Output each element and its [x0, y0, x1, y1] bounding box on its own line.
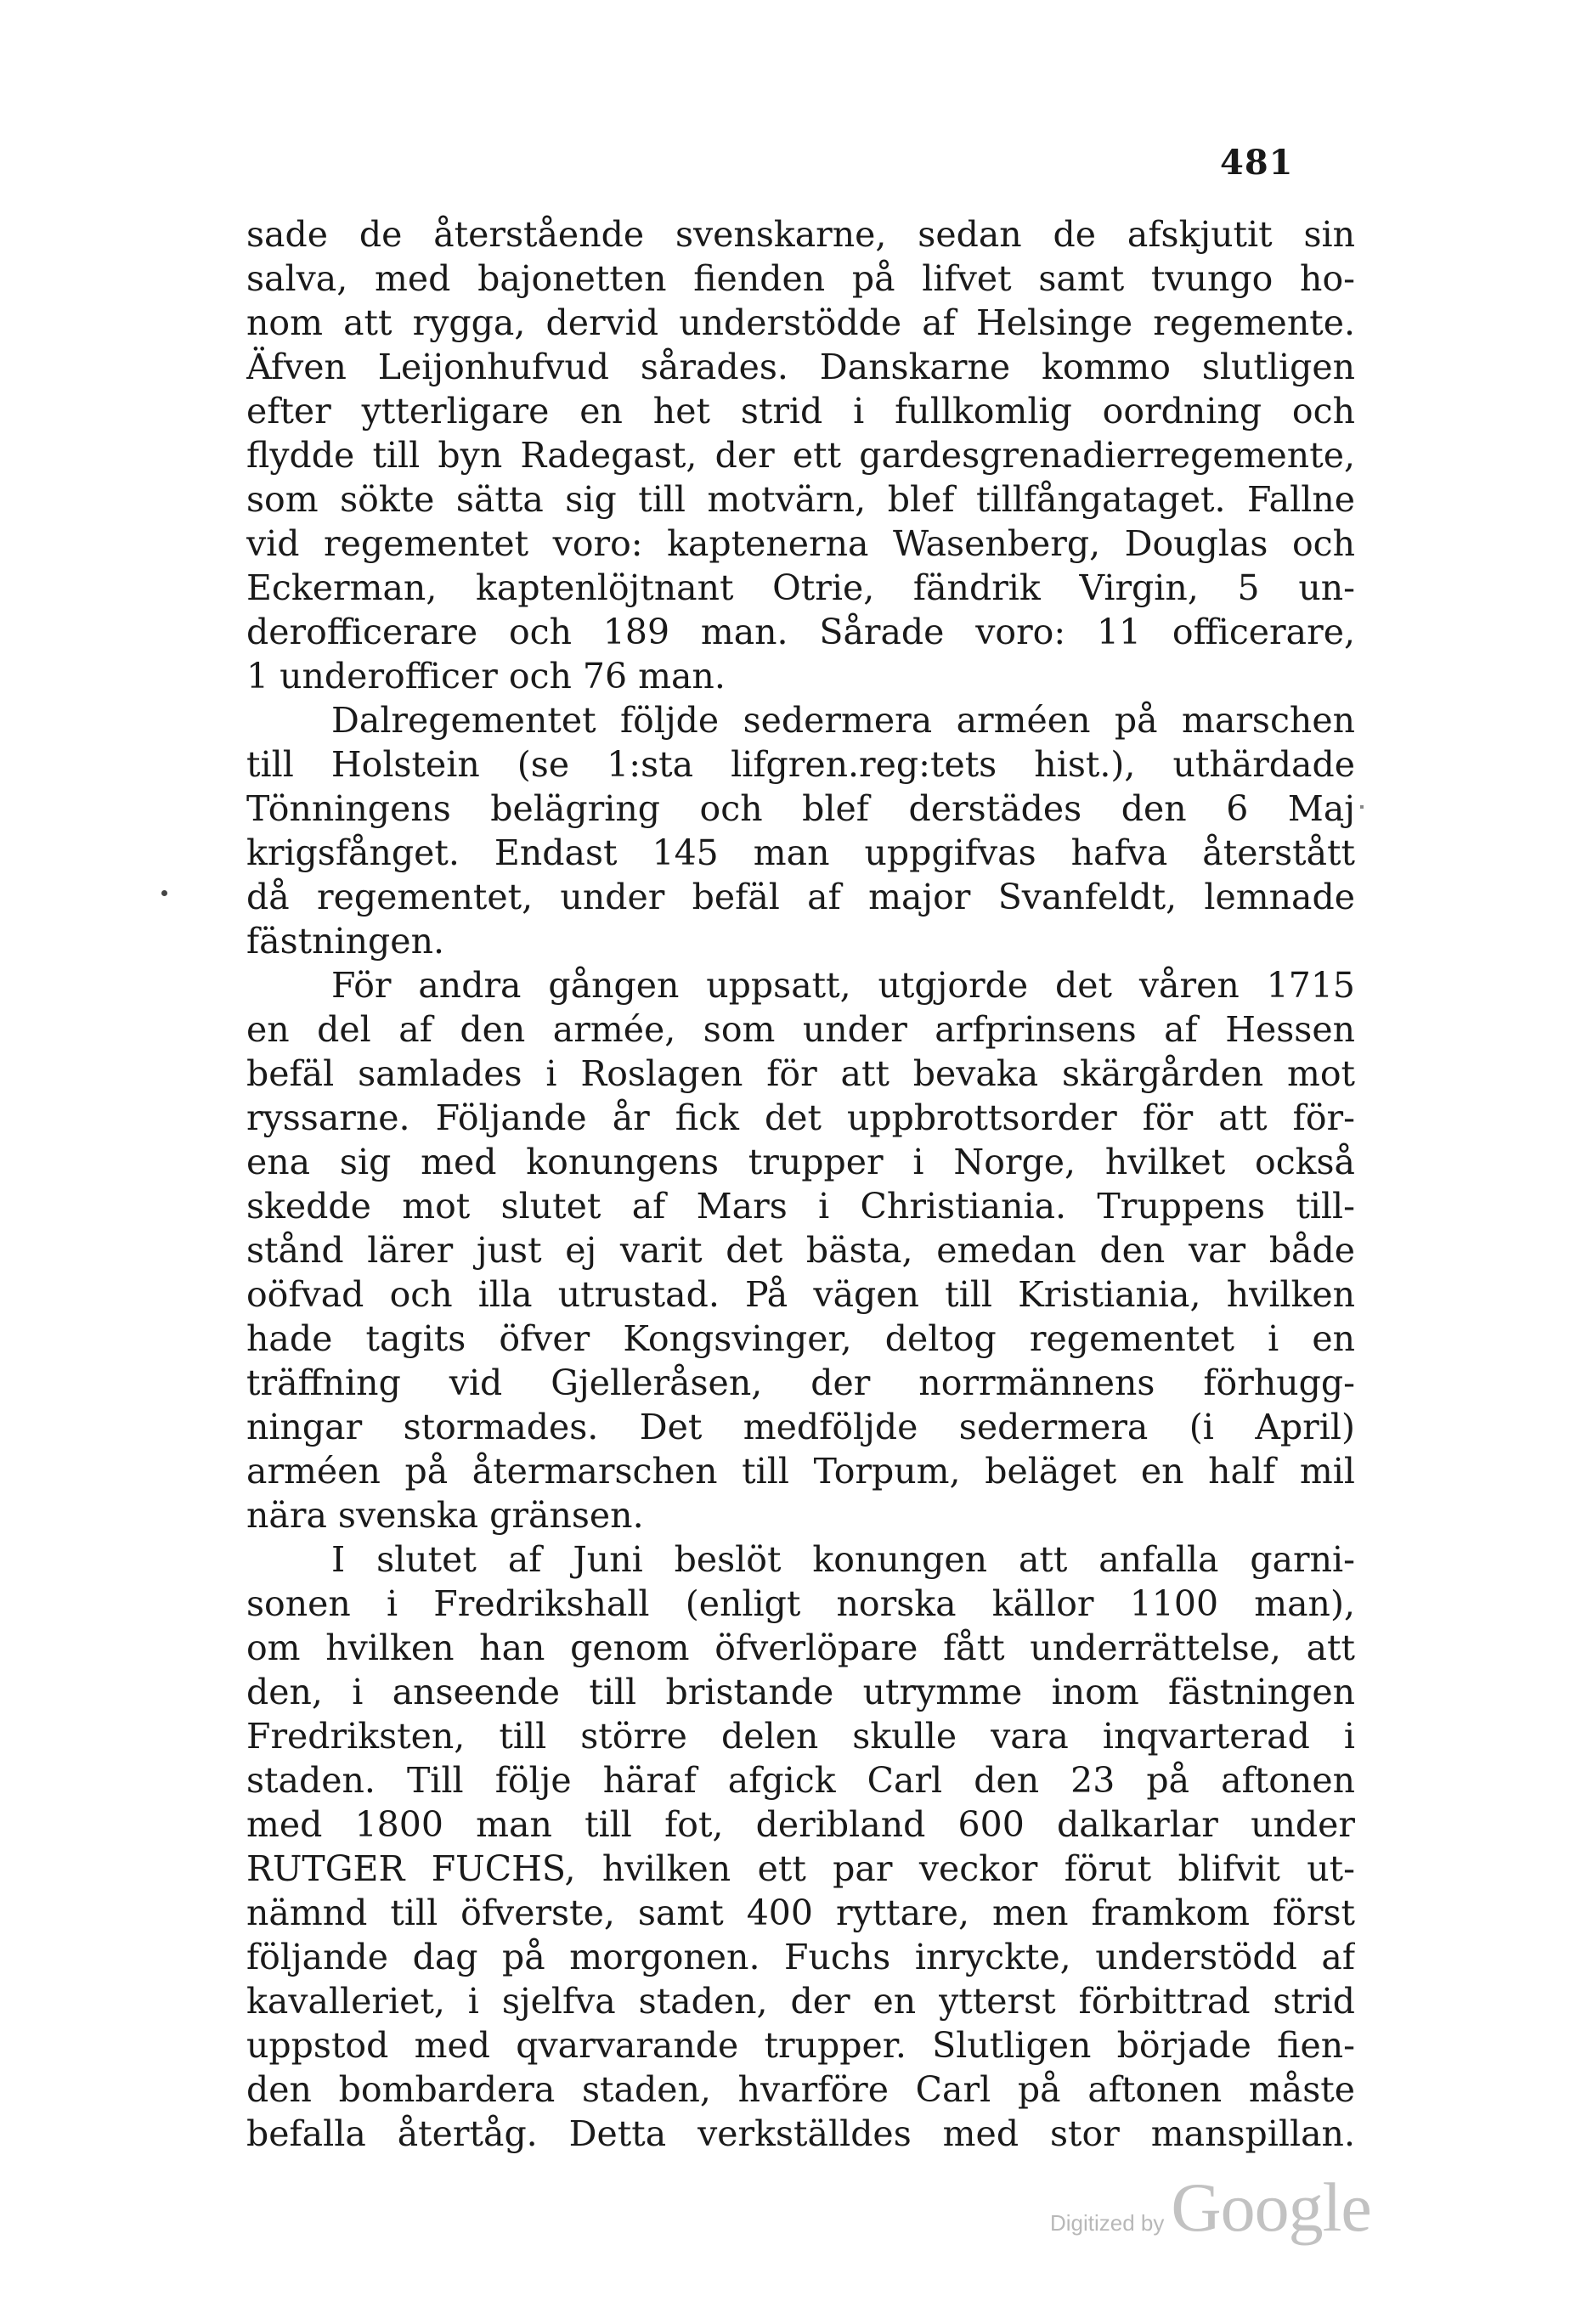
text-line: en del af den armée, som under arfprinsens af Hessen [246, 1009, 1355, 1050]
text-line: arméen på återmarschen till Torpum, beläget en half mil [246, 1451, 1355, 1492]
page-number: 481 [1220, 143, 1294, 183]
text-line: fästningen. [246, 921, 445, 962]
text-line: träffning vid Gjelleråsen, der norrmännens förhugg- [246, 1362, 1355, 1403]
text-line: Eckerman, kaptenlöjtnant Otrie, fändrik Virgin, 5 un- [246, 567, 1355, 608]
text-line: Dalregementet följde sedermera arméen på marschen [331, 700, 1355, 741]
text-line: vid regementet voro: kaptenerna Wasenberg, Douglas och [246, 523, 1355, 564]
text-line: stånd lärer just ej varit det bästa, emedan den var både [246, 1230, 1355, 1271]
text-line: då regementet, under befäl af major Svanfeldt, lemnade [246, 877, 1355, 917]
text-line: Tönningens belägring och blef derstädes den 6 Maj [246, 788, 1355, 829]
text-line: Fredriksten, till större delen skulle vara inqvarterad i [246, 1716, 1355, 1757]
text-line: derofficerare och 189 man. Sårade voro: 11 officerare, [246, 612, 1355, 652]
text-line: nämnd till öfverste, samt 400 ryttare, men framkom först [246, 1892, 1355, 1933]
text-line: den, i anseende till bristande utrymme inom fästningen [246, 1672, 1355, 1712]
text-line: nom att rygga, dervid understödde af Helsinge regemente. [246, 302, 1355, 343]
text-line: kavalleriet, i sjelfva staden, der en ytterst förbittrad strid [246, 1981, 1355, 2022]
google-logo: Google [1171, 2169, 1371, 2246]
text-line: sade de återstående svenskarne, sedan de afskjutit sin [246, 214, 1355, 255]
text-line: ningar stormades. Det medföljde sedermera (i April) [246, 1407, 1355, 1447]
text-line: skedde mot slutet af Mars i Christiania. Truppens till- [246, 1186, 1355, 1227]
text-line: 1 underofficer och 76 man. [246, 656, 726, 697]
text-line: nära svenska gränsen. [246, 1495, 644, 1536]
text-line: följande dag på morgonen. Fuchs inryckte, understödd af [246, 1937, 1355, 1977]
digitized-by-label: Digitized by [1050, 2210, 1165, 2236]
text-line: oöfvad och illa utrustad. På vägen till Kristiania, hvilken [246, 1274, 1355, 1315]
text-line: Äfven Leijonhufvud sårades. Danskarne kommo slutligen [246, 347, 1355, 387]
digitized-by-watermark [1050, 2168, 1371, 2248]
text-line: I slutet af Juni beslöt konungen att anfalla garni- [331, 1539, 1355, 1580]
text-line: sonen i Fredrikshall (enligt norska källor 1100 man), [246, 1583, 1355, 1624]
text-line: om hvilken han genom öfverlöpare fått underrättelse, att [246, 1627, 1355, 1668]
text-line: uppstod med qvarvarande trupper. Slutligen började fien- [246, 2025, 1355, 2066]
text-line: den bombardera staden, hvarföre Carl på aftonen måste [246, 2069, 1355, 2110]
margin-speck [1360, 805, 1364, 809]
text-line: med 1800 man till fot, deribland 600 dalkarlar under [246, 1804, 1355, 1845]
text-line: efter ytterligare en het strid i fullkomlig oordning och [246, 391, 1355, 432]
margin-mark [161, 890, 167, 896]
text-line: ena sig med konungens trupper i Norge, hvilket också [246, 1142, 1355, 1182]
text-line: För andra gången uppsatt, utgjorde det våren 1715 [331, 965, 1355, 1006]
text-line: staden. Till följe häraf afgick Carl den 23 på aftonen [246, 1760, 1355, 1801]
text-line: befalla återtåg. Detta verkställdes med stor manspillan. [246, 2113, 1355, 2154]
body-text [246, 212, 1355, 2156]
text-line: hade tagits öfver Kongsvinger, deltog regementet i en [246, 1318, 1355, 1359]
text-line: till Holstein (se 1:sta lifgren.reg:tets hist.), uthärdade [246, 744, 1355, 785]
text-line: krigsfånget. Endast 145 man uppgifvas hafva återstått [246, 832, 1355, 873]
text-line: RUTGER FUCHS, hvilken ett par veckor förut blifvit ut- [246, 1848, 1355, 1889]
text-line: befäl samlades i Roslagen för att bevaka skärgården mot [246, 1053, 1355, 1094]
text-line: salva, med bajonetten fienden på lifvet samt tvungo ho- [246, 258, 1355, 299]
text-line: ryssarne. Följande år fick det uppbrottsorder för att för- [246, 1097, 1355, 1138]
text-line: som sökte sätta sig till motvärn, blef tillfångataget. Fallne [246, 479, 1355, 520]
text-line: flydde till byn Radegast, der ett gardesgrenadierregemente, [246, 435, 1355, 476]
